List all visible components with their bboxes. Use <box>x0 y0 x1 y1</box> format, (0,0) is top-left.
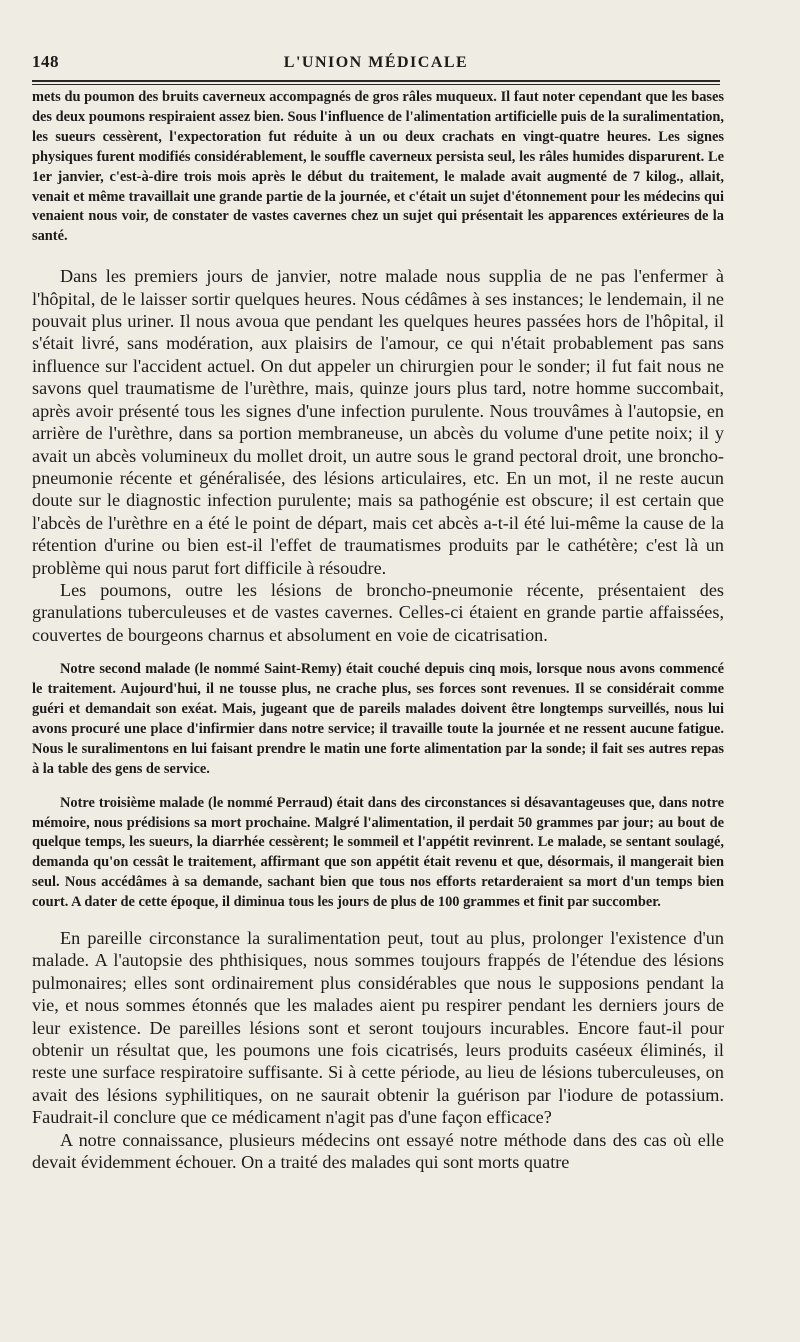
running-title: L'UNION MÉDICALE <box>283 54 469 71</box>
paragraph: Dans les premiers jours de janvier, notre malade nous supplia de ne pas l'enfermer à l'hôpital, de le laisser sortir quelques heures. Nous cédâmes à ses instances; le lendemain, il ne pouvait plus uriner. Il nous avoua que pendant les quelques heures passées hors de l'hôpital, il s'était livré, sans modération, aux plaisirs de l'amour, ce qui n'était probablement pas sans influence sur l'accident actuel. On dut appeler un chirurgien pour le sonder; il fut fait nous ne savons quel traumatisme de l'urèthre, mais, quinze jours plus tard, notre homme succombait, après avoir présenté tous les signes d'une infection purulente. Nous trouvâmes à l'autopsie, en arrière de l'urèthre, dans sa portion membraneuse, un abcès du volume d'une petite noix; il y avait un abcès volumineux du mollet droit, un autre sous le grand pectoral droit, une broncho-pneumonie récente et généralisée, des lésions articulaires, etc. En un mot, il ne reste aucun doute sur le diagnostic infection purulente; mais sa pathogénie est obscure; il est certain que l'abcès de l'urèthre en a été le point de départ, mais cet abcès a-t-il été lui-même la cause de la rétention d'urine ou bien est-il l'effet de traumatismes produits par le cathétère; c'est là un problème qui nous parut fort difficile à résoudre. <box>32 266 724 578</box>
paragraph-continuation: mets du poumon des bruits caverneux accompagnés de gros râles muqueux. Il faut noter cependant que les bases des deux poumons respiraient assez bien. Sous l'influence de l'alimentation artificielle puis de la suralimentation, les sueurs cessèrent, l'expectoration fut réduite à un ou deux crachats en vingt-quatre heures. Les signes physiques furent modifiés considérablement, le souffle caverneux persista seul, les râles humides disparurent. Le 1er janvier, c'est-à-dire trois mois après le début du traitement, le malade avait augmenté de 7 kilog., allait, venait et même travaillait une grande partie de la journée, et c'était un sujet d'étonnement pour les médecins qui venaient nous voir, de constater de vastes cavernes chez un sujet qui présentait les apparences extérieures de la santé. <box>32 89 724 245</box>
page-number: 148 <box>32 52 59 71</box>
page-header <box>32 46 720 76</box>
paragraph-case-saint-remy: Notre second malade (le nommé Saint-Remy) était couché depuis cinq mois, lorsque nous avons commencé le traitement. Aujourd'hui, il ne tousse plus, ne crache plus, ses forces sont revenues. Il se considérait comme guéri et demandait son exéat. Mais, jugeant que de pareils malades doivent être longtemps surveillés, nous lui avons procuré une place d'infirmier dans notre service; il travaille toute la journée et ne ressent aucune fatigue. Nous le suralimentons en lui faisant prendre le matin une forte alimentation par la sonde; il fait ses autres repas à la table des gens de service. <box>32 661 724 777</box>
paragraph-case-perraud: Notre troisième malade (le nommé Perraud) était dans des circonstances si désavantageuses que, dans notre mémoire, nous prédisions sa mort prochaine. Malgré l'alimentation, il perdait 50 grammes par jour; au bout de quelque temps, les sueurs, la diarrhée cessèrent; le sommeil et l'appétit revinrent. Le malade, se sentant soulagé, demanda qu'on cessât le traitement, affirmant que son appétit était revenu et que, désormais, il mangerait bien seul. Nous accédâmes à sa demande, sachant bien que tous nos efforts retarderaient sa mort d'un temps bien court. A dater de cette époque, il diminua tous les jours de plus de 100 grammes et finit par succomber. <box>32 794 724 911</box>
page-body <box>32 88 724 1174</box>
header-rule-thin <box>32 84 720 85</box>
paragraph: Les poumons, outre les lésions de broncho-pneumonie récente, présentaient des granulations tuberculeuses et de vastes cavernes. Celles-ci étaient en grande partie affaissées, couvertes de bourgeons charnus et absolument en voie de cicatrisation. <box>32 579 724 645</box>
paragraph: En pareille circonstance la suralimentation peut, tout au plus, prolonger l'existence d'un malade. A l'autopsie des phthisiques, nous sommes toujours frappés de l'étendue des lésions pulmonaires; elles sont ordinairement plus considérables que nous le supposions pendant la vie, et nous sommes étonnés que les malades aient pu respirer pendant les derniers jours de leur existence. De pareilles lésions sont et seront toujours incurables. Encore faut-il pour obtenir un résultat que, les poumons une fois cicatrisés, leurs produits caséeux éliminés, il reste une surface respiratoire suffisante. Si à cette période, au lieu de lésions tuberculeuses, on avait des lésions syphilitiques, on ne saurait obtenir la guérison par l'iodure de potassium. Faudrait-il conclure que ce médicament n'agit pas d'une façon efficace? <box>32 928 724 1128</box>
header-rule <box>32 80 720 82</box>
paragraph: A notre connaissance, plusieurs médecins ont essayé notre méthode dans des cas où elle devait évidemment échouer. On a traité des malades qui sont morts quatre <box>32 1129 724 1173</box>
